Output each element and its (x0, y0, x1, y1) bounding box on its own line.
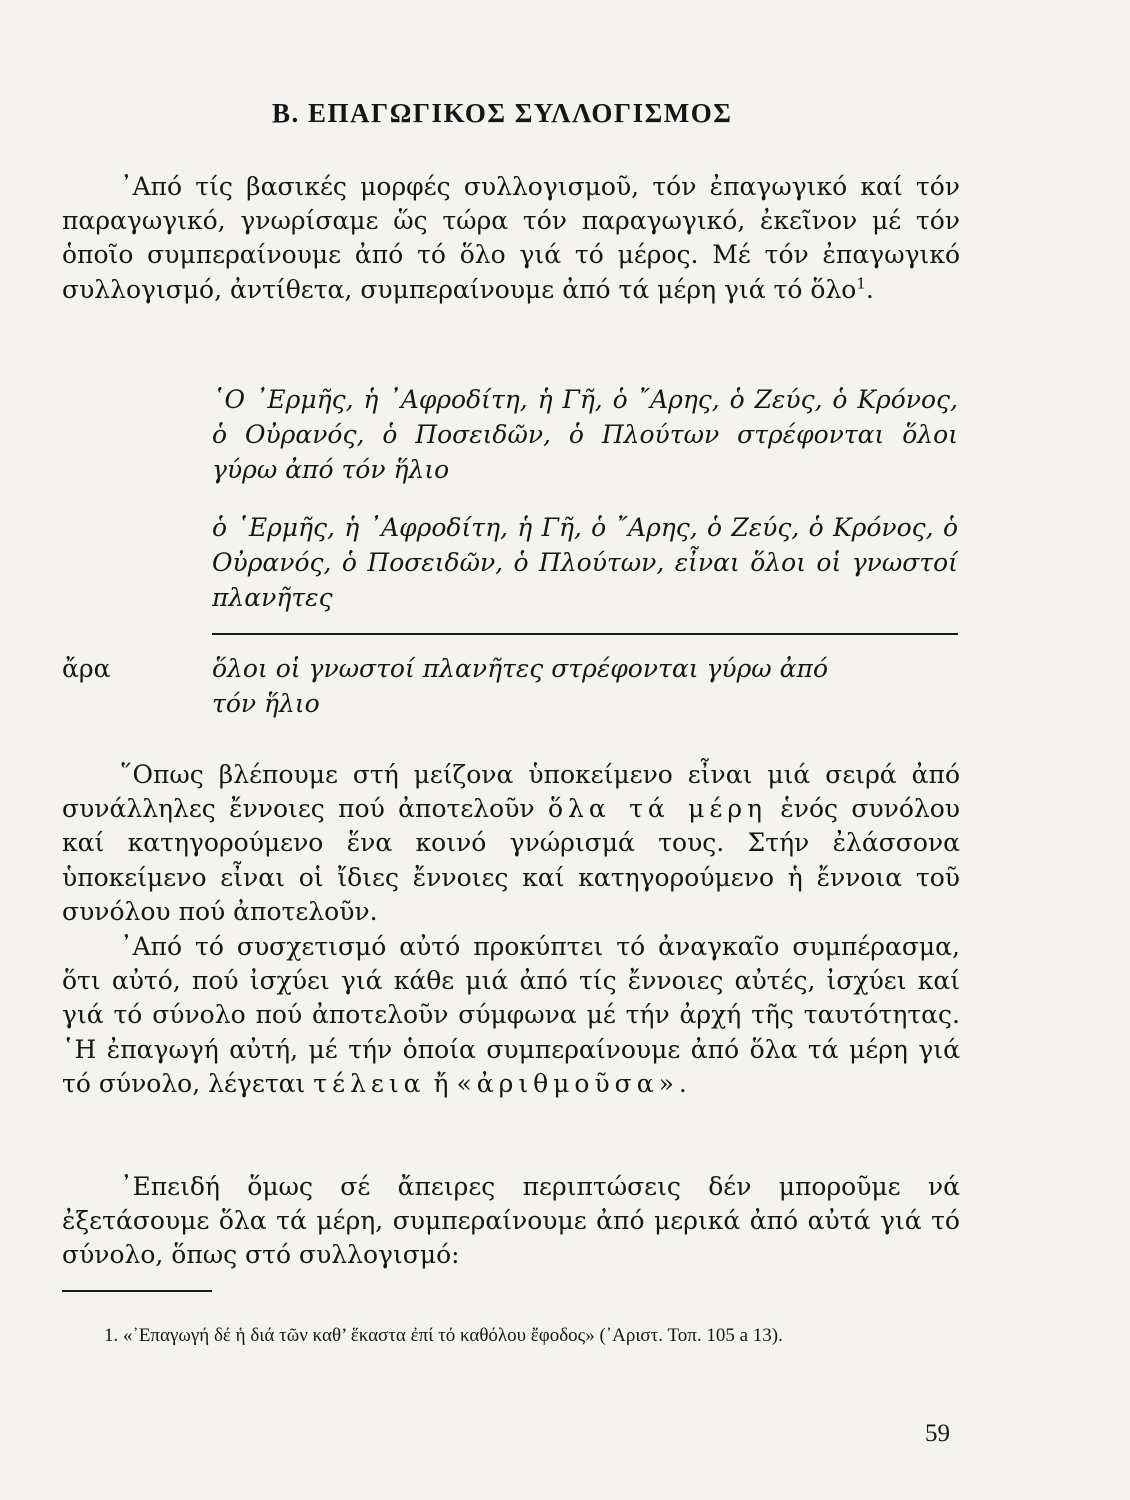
footnote-reference[interactable]: 1 (856, 274, 866, 293)
syllogism-conclusion: ὅλοι οἱ γνωστοί πλανῆτες στρέφονται γύρω ἀπό τόν ἥλιο (212, 654, 829, 718)
syllogism-minor-premise: ὁ ῾Ερμῆς, ἡ ᾿Αφροδίτη, ἡ Γῆ, ὁ ῎Αρης, ὁ Ζεύς, ὁ Κρόνος, ὁ Οὐρανός, ὁ Ποσειδῶν, ὁ Πλούτων, εἶναι ὅλοι οἱ γνωστοί πλανῆτες (212, 513, 958, 612)
intro-end: . (865, 274, 874, 304)
paragraph-conclusion-or: ἤ (425, 1068, 457, 1098)
emphasis-complete: τέλεια (313, 1068, 426, 1098)
intro-paragraph (62, 170, 960, 307)
footnote-divider (62, 1290, 212, 1292)
footnote: 1. «᾿Επαγωγή δέ ἡ διά τῶν καθ’ ἕκαστα ἐπί τό καθόλου ἔφοδος» (᾿Αριστ. Τοπ. 105 a 13). (104, 1325, 783, 1346)
section-title: Β. ΕΠΑΓΩΓΙΚΟΣ ΣΥΛΛΟΓΙΣΜΟΣ (272, 98, 733, 128)
paragraph-conclusion-start: ᾿Από τό συσχετισμό αὐτό προκύπτει τό ἀναγκαῖο συμπέρασμα, ὅτι αὐτό, πού ἰσχύει γιά κάθε μιά ἀπό τίς ἔννοιες αὐτές, ἰσχύει καί γιά τό σύνολο πού ἀποτελοῦν σύμφωνα μέ τήν ἀρχή τῆς ταυτότητας. ῾Η ἐπαγωγή αὐτή, μέ τήν ὁποία συμπεραίνουμε ἀπό ὅλα τά μέρη γιά τό σύνολο, λέγεται (62, 932, 960, 1098)
paragraph-explanation-start: ῞Οπως βλέπουμε στή μείζονα ὑποκείμενο εἶναι μιά σειρά ἀπό συνάλληλες ἔννοιες πού ἀποτελοῦν (62, 760, 960, 824)
intro-text: ᾿Από τίς βασικές μορφές συλλογισμοῦ, τόν ἐπαγωγικό καί τόν παραγωγικό, γνωρίσαμε ὥς τώρα τόν παραγωγικό, ἐκεῖνον μέ τόν ὁποῖο συμπεραίνουμε ἀπό τό ὅλο γιά τό μέρος. Μέ τόν ἐπαγωγικό συλλογισμό, ἀντίθετα, συμπεραίνουμε ἀπό τά μέρη γιά τό ὅλο (62, 172, 960, 304)
paragraph-explanation-end: ἑνός συνόλου καί κατηγορούμενο ἕνα κοινό γνώρισμά τους. Στήν ἐλάσσονα ὑποκείμενο εἶναι οἱ ἴδιες ἔννοιες καί κατηγορούμενο ἡ ἔννοια τοῦ συνόλου πού ἀποτελοῦν. (62, 794, 961, 926)
syllogism-divider (212, 633, 958, 635)
paragraph-conclusion (62, 930, 960, 1101)
syllogism-major-premise: ῾Ο ᾿Ερμῆς, ἡ ᾿Αφροδίτη, ἡ Γῆ, ὁ ῎Αρης, ὁ Ζεύς, ὁ Κρόνος, ὁ Οὐρανός, ὁ Ποσειδῶν, ὁ Πλούτων στρέφονται ὅλοι γύρω ἀπό τόν ἥλιο (212, 385, 958, 484)
paragraph-explanation (62, 758, 960, 929)
emphasis-all-parts: ὅλα τά μέρη (547, 794, 768, 824)
page-number: 59 (925, 1420, 950, 1447)
paragraph-partial-induction: ᾿Επειδή ὅμως σέ ἄπειρες περιπτώσεις δέν μποροῦμε νά ἐξετάσουμε ὅλα τά μέρη, συμπεραίνουμε ἀπό μερικά ἀπό αὐτά γιά τό σύνολο, ὅπως στό συλλογισμό: (62, 1172, 960, 1270)
syllogism-ara-label: ἄρα (62, 654, 111, 683)
emphasis-enumerative: «ἀριθμοῦσα». (456, 1068, 692, 1098)
